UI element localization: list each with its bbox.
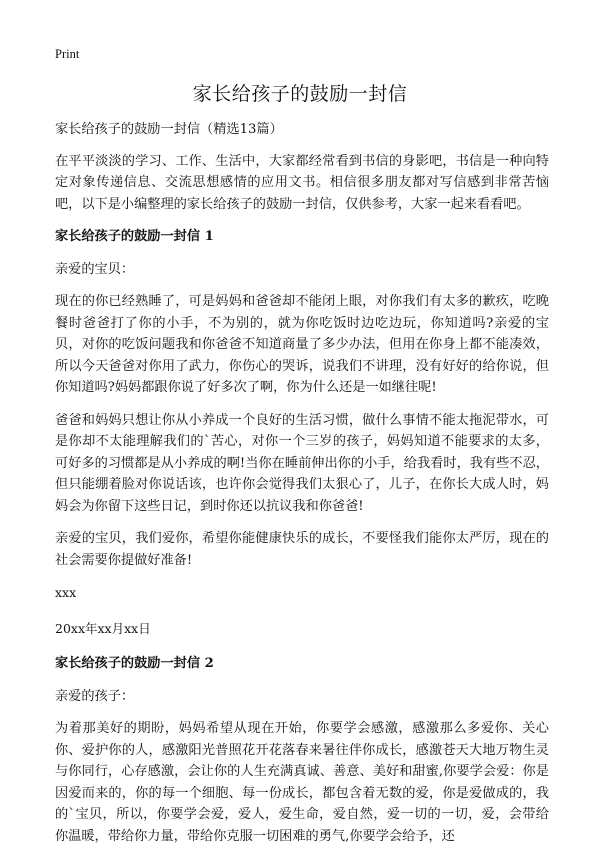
letter-2-paragraph-1: 为着那美好的期盼，妈妈希望从现在开始，你要学会感激，感激那么多爱你、关心你、爱护你的人，感激阳光普照花开花落春来暑往伴你成长，感激苍天大地万物生灵与你同行，心存感激，会让你的人生充满真诚、善意、美好和甜蜜,你要学会爱：你是因爱而来的，你的每一个细胞、每一份成长，都包含着无数的爱，你是爱做成的，我的`宝贝，所以，你要学会爱，爱人，爱生命，爱自然，爱一切的一切，爱，会带给你温暖，带给你力量，带给你克服一切困难的勇气,你要学会给予，还 [55,721,549,844]
letter-2-greeting: 亲爱的孩子： [55,688,135,704]
letter-1-paragraph-3: 亲爱的宝贝，我们爱你，希望你能健康快乐的成长，不要怪我们能你太严厉，现在的社会需要你提做好准备! [55,531,549,568]
print-link[interactable]: Print [55,47,80,61]
document-subtitle: 家长给孩子的鼓励一封信（精选13篇） [55,122,283,137]
letter-2-heading: 家长给孩子的鼓励一封信 2 [55,656,214,671]
letter-1-signature: xxx [55,585,77,600]
document-title: 家长给孩子的鼓励一封信 [192,83,408,105]
letter-1-date: 20xx年xx月xx日 [55,620,151,636]
document-body [55,119,549,858]
letter-1-paragraph-2: 爸爸和妈妈只想让你从小养成一个良好的生活习惯，做什么事情不能太拖泥带水，可是你却不太能理解我们的`苦心，对你一个三岁的孩子，妈妈知道不能要求的太多，可好多的习惯都是从小养成的啊!当你在睡前伸出你的小手，给我看时，我有些不忍，但只能绷着脸对你说话该，也许你会觉得我们太狠心了，儿子，在你长大成人时，妈妈会为你留下这些日记，到时你还以抗议我和你爸爸! [55,412,549,514]
intro-paragraph: 在平平淡淡的学习、工作、生活中，大家都经常看到书信的身影吧，书信是一种向特定对象传递信息、交流思想感情的应用文书。相信很多朋友都对写信感到非常苦恼吧，以下是小编整理的家长给孩子的鼓励一封信，仅供参考，大家一起来看看吧。 [55,153,549,212]
letter-1-paragraph-1: 现在的你已经熟睡了，可是妈妈和爸爸却不能闭上眼，对你我们有太多的歉疚，吃晚餐时爸爸打了你的小手，不为别的，就为你吃饭时边吃边玩，你知道吗?亲爱的宝贝，对你的吃饭问题我和你爸爸不知道商量了多少办法，但用在你身上都不能凑效，所以今天爸爸对你用了武力，你伤心的哭诉，说我们不讲理，没有好好的给你说，但你知道吗?妈妈都跟你说了好多次了啊，你为什么还是一如继往呢! [55,294,549,395]
letter-1-greeting: 亲爱的宝贝： [55,261,135,277]
letter-1-heading: 家长给孩子的鼓励一封信 1 [55,229,214,244]
